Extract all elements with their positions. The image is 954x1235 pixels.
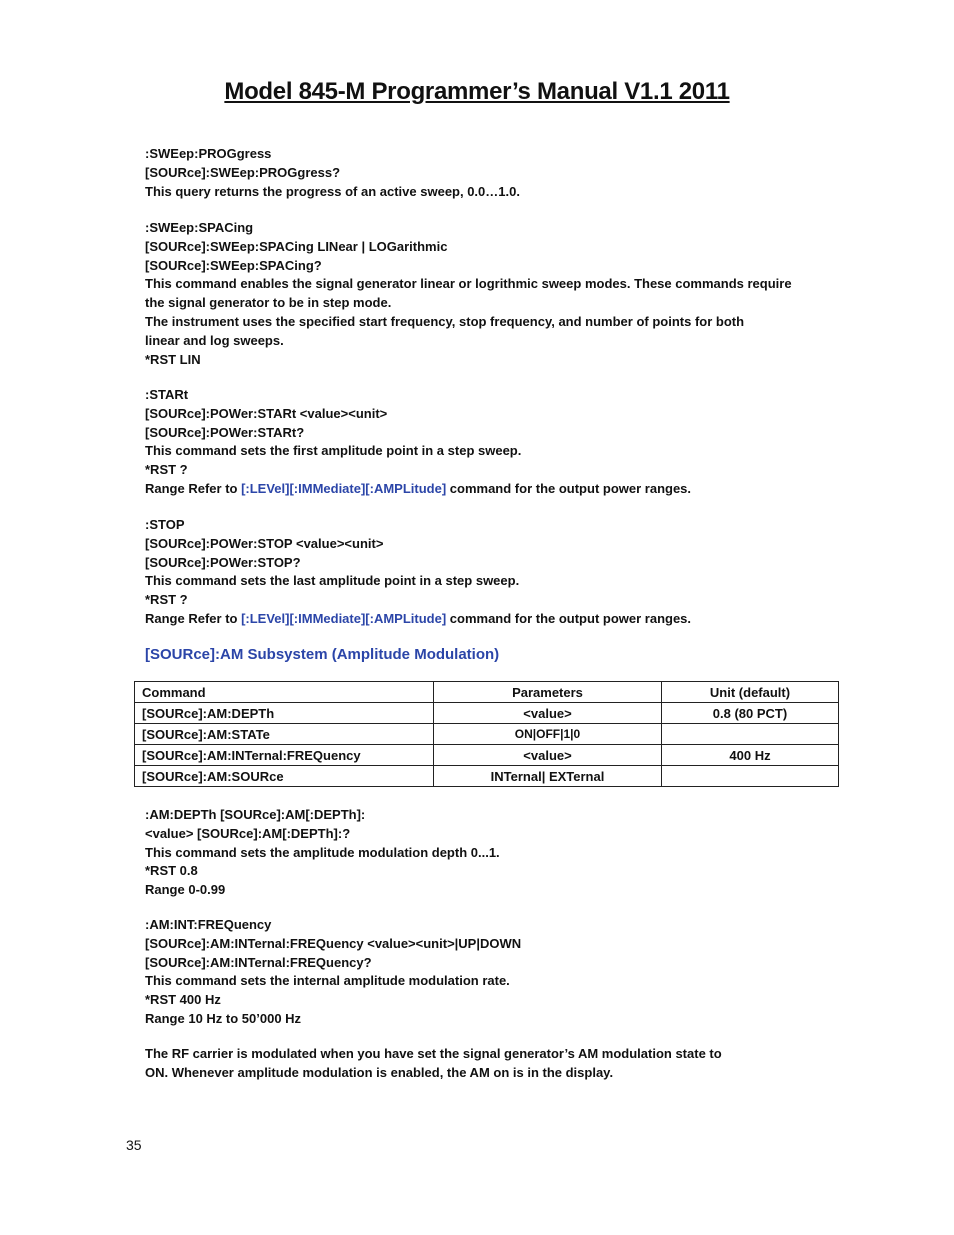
- range-prefix: Range Refer to: [145, 480, 242, 496]
- stop-section: [145, 516, 825, 629]
- command-description: This command enables the signal generator linear or logrithmic sweep modes. These commands require: [145, 276, 792, 292]
- reset-value: *RST ?: [145, 592, 188, 608]
- command-description: This command sets the first amplitude point in a step sweep.: [145, 443, 522, 459]
- header-cell: Unit (default): [662, 682, 839, 703]
- command-query: [SOURce]:AM:INTernal:FREQuency?: [145, 954, 372, 970]
- command-heading: :SWEep:PROGgress: [145, 146, 272, 161]
- range-suffix: command for the output power ranges.: [446, 610, 692, 626]
- sweep-progress-section: [145, 145, 825, 201]
- start-section: [145, 386, 825, 499]
- am-command-table: [134, 681, 839, 787]
- unit-cell: [662, 724, 839, 745]
- command-query: [SOURce]:SWEep:SPACing?: [145, 257, 322, 273]
- reset-value: *RST LIN: [145, 351, 201, 367]
- command-description: This command sets the internal amplitude modulation rate.: [145, 973, 510, 989]
- parameters-cell: <value>: [434, 745, 662, 766]
- command-syntax: [SOURce]:POWer:STARt <value><unit>: [145, 405, 388, 421]
- command-cell: [SOURce]:AM:DEPTh: [135, 703, 434, 724]
- range-line: Range 0-0.99: [145, 882, 226, 898]
- am-subsystem-heading: [SOURce]:AM Subsystem (Amplitude Modulation): [145, 646, 500, 663]
- command-cell: [SOURce]:AM:INTernal:FREQuency: [135, 745, 434, 766]
- header-cell: Command: [135, 682, 434, 703]
- table-header-row: [135, 682, 839, 703]
- command-heading: :STOP: [145, 517, 185, 532]
- range-line: Range 10 Hz to 50’000 Hz: [145, 1010, 302, 1026]
- table-row: [135, 703, 839, 724]
- reset-value: *RST ?: [145, 462, 188, 478]
- parameters-cell: INTernal| EXTernal: [434, 766, 662, 787]
- am-depth-section: [145, 806, 825, 900]
- range-line: [145, 610, 825, 629]
- am-note-section: [145, 1045, 825, 1083]
- note-text: ON. Whenever amplitude modulation is enabled, the AM on is in the display.: [145, 1064, 614, 1080]
- reset-value: *RST 0.8: [145, 863, 198, 879]
- command-syntax: [SOURce]:SWEep:PROGgress?: [145, 164, 341, 180]
- page-number: 35: [126, 1137, 142, 1153]
- page-title: Model 845-M Programmer’s Manual V1.1 2011: [224, 78, 730, 105]
- table-row: [135, 745, 839, 766]
- unit-cell: 400 Hz: [662, 745, 839, 766]
- reset-value: *RST 400 Hz: [145, 992, 221, 1008]
- command-query: [SOURce]:POWer:STOP?: [145, 554, 301, 570]
- command-description: linear and log sweeps.: [145, 332, 284, 348]
- parameters-cell: <value>: [434, 703, 662, 724]
- table-row: [135, 724, 839, 745]
- range-suffix: command for the output power ranges.: [446, 480, 692, 496]
- unit-cell: [662, 766, 839, 787]
- command-cell: [SOURce]:AM:SOURce: [135, 766, 434, 787]
- range-line: [145, 480, 825, 499]
- am-int-frequency-section: [145, 916, 825, 1029]
- unit-cell: 0.8 (80 PCT): [662, 703, 839, 724]
- command-description: This command sets the amplitude modulation depth 0...1.: [145, 844, 500, 860]
- command-syntax: <value> [SOURce]:AM[:DEPTh]:?: [145, 825, 351, 841]
- command-query: [SOURce]:POWer:STARt?: [145, 424, 305, 440]
- sweep-spacing-section: [145, 219, 825, 369]
- command-syntax: [SOURce]:SWEep:SPACing LINear | LOGarithmic: [145, 238, 448, 254]
- note-text: The RF carrier is modulated when you have set the signal generator’s AM modulation state to: [145, 1046, 722, 1061]
- command-cell: [SOURce]:AM:STATe: [135, 724, 434, 745]
- command-syntax: [SOURce]:POWer:STOP <value><unit>: [145, 535, 384, 551]
- command-syntax: [SOURce]:AM:INTernal:FREQuency <value><unit>|UP|DOWN: [145, 935, 522, 951]
- range-prefix: Range Refer to: [145, 610, 242, 626]
- command-description: This query returns the progress of an active sweep, 0.0…1.0.: [145, 183, 520, 199]
- range-link[interactable]: [:LEVel][:IMMediate][:AMPLitude]: [241, 480, 447, 496]
- command-description: the signal generator to be in step mode.: [145, 295, 392, 311]
- parameters-cell: ON|OFF|1|0: [434, 724, 662, 745]
- table-row: [135, 766, 839, 787]
- command-heading: :AM:INT:FREQuency: [145, 917, 272, 932]
- command-heading: :AM:DEPTh [SOURce]:AM[:DEPTh]:: [145, 807, 366, 822]
- range-link[interactable]: [:LEVel][:IMMediate][:AMPLitude]: [241, 610, 447, 626]
- command-description: This command sets the last amplitude point in a step sweep.: [145, 573, 520, 589]
- command-heading: :STARt: [145, 387, 189, 402]
- command-description: The instrument uses the specified start frequency, stop frequency, and number of points for both: [145, 313, 745, 329]
- command-heading: :SWEep:SPACing: [145, 220, 254, 235]
- header-cell: Parameters: [434, 682, 662, 703]
